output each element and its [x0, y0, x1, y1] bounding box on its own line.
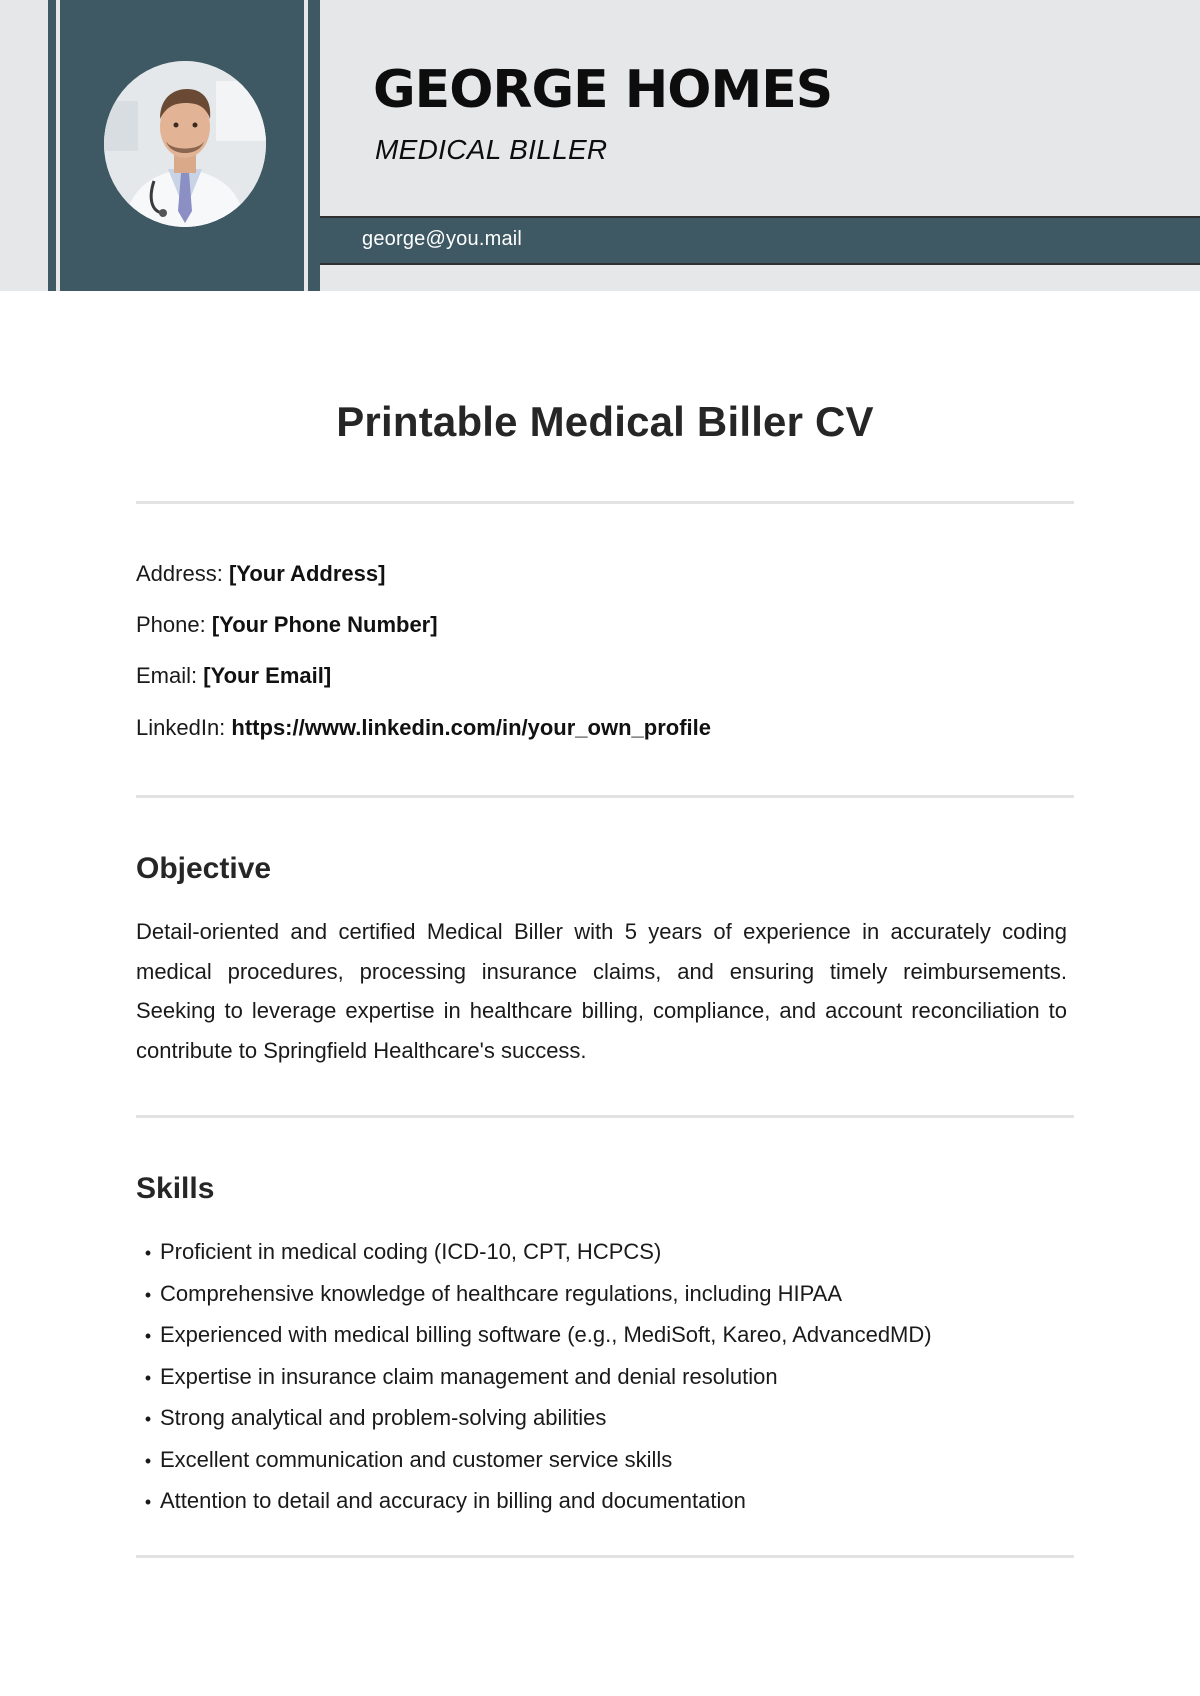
- sidebar-stripe-right: [304, 0, 308, 291]
- bullet-icon: •: [144, 1243, 152, 1263]
- skills-heading: Skills: [136, 1172, 215, 1205]
- contact-value: [Your Phone Number]: [211, 612, 438, 637]
- contact-value: https://www.linkedin.com/in/your_own_profile: [231, 715, 711, 740]
- list-item: [136, 1398, 932, 1440]
- candidate-role: MEDICAL BILLER: [375, 134, 608, 165]
- list-item: [136, 1232, 932, 1274]
- sidebar-stripe-left: [56, 0, 60, 291]
- contact-address: [136, 561, 385, 587]
- divider: [136, 1555, 1074, 1558]
- contact-phone: [136, 612, 438, 638]
- skill-text: Proficient in medical coding (ICD-10, CPT, HCPCS): [160, 1239, 662, 1264]
- bullet-icon: •: [144, 1326, 152, 1346]
- avatar: [104, 61, 266, 227]
- list-item: [136, 1274, 932, 1316]
- divider: [136, 1115, 1074, 1118]
- skill-text: Excellent communication and customer service skills: [160, 1446, 673, 1472]
- contact-email: [136, 663, 331, 689]
- list-item: [136, 1315, 932, 1357]
- contact-linkedin: [136, 715, 711, 741]
- contact-label: Email:: [136, 663, 198, 688]
- objective-heading: Objective: [136, 852, 272, 885]
- objective-text: Detail-oriented and certified Medical Biller with 5 years of experience in accurately coding medical procedures, processing insurance claims, and ensuring timely reimbursements. Seeking to leverage expertise in healthcare billing, compliance, and account reconciliation to contribute to Springfield Healthcare's success.: [136, 919, 1067, 1063]
- bullet-icon: •: [144, 1284, 152, 1305]
- email-band: [319, 216, 1200, 265]
- list-item: [136, 1440, 932, 1482]
- contact-value: [Your Email]: [203, 663, 332, 688]
- divider: [136, 501, 1074, 504]
- document-title: Printable Medical Biller CV: [336, 398, 874, 445]
- bullet-icon: •: [144, 1367, 152, 1388]
- list-item: [136, 1481, 932, 1523]
- contact-label: LinkedIn:: [136, 715, 226, 740]
- skill-text: Expertise in insurance claim management and denial resolution: [160, 1363, 778, 1389]
- bullet-icon: •: [144, 1409, 152, 1429]
- divider: [136, 795, 1074, 798]
- skill-text: Experienced with medical billing software (e.g., MediSoft, Kareo, AdvancedMD): [160, 1322, 932, 1347]
- skills-list: [136, 1232, 932, 1523]
- bullet-icon: •: [144, 1492, 152, 1512]
- skill-text: Comprehensive knowledge of healthcare regulations, including HIPAA: [160, 1280, 842, 1306]
- header-email: george@you.mail: [362, 228, 523, 250]
- contact-label: Phone:: [136, 612, 206, 637]
- contact-label: Address:: [136, 561, 223, 586]
- skill-text: Attention to detail and accuracy in billing and documentation: [160, 1488, 746, 1513]
- list-item: [136, 1357, 932, 1399]
- doctor-portrait-icon: [104, 61, 266, 227]
- bullet-icon: •: [144, 1450, 152, 1471]
- resume-header: [0, 0, 1200, 291]
- contact-value: [Your Address]: [228, 561, 386, 586]
- candidate-name: GEORGE HOMES: [373, 60, 833, 120]
- skill-text: Strong analytical and problem-solving abilities: [160, 1405, 607, 1430]
